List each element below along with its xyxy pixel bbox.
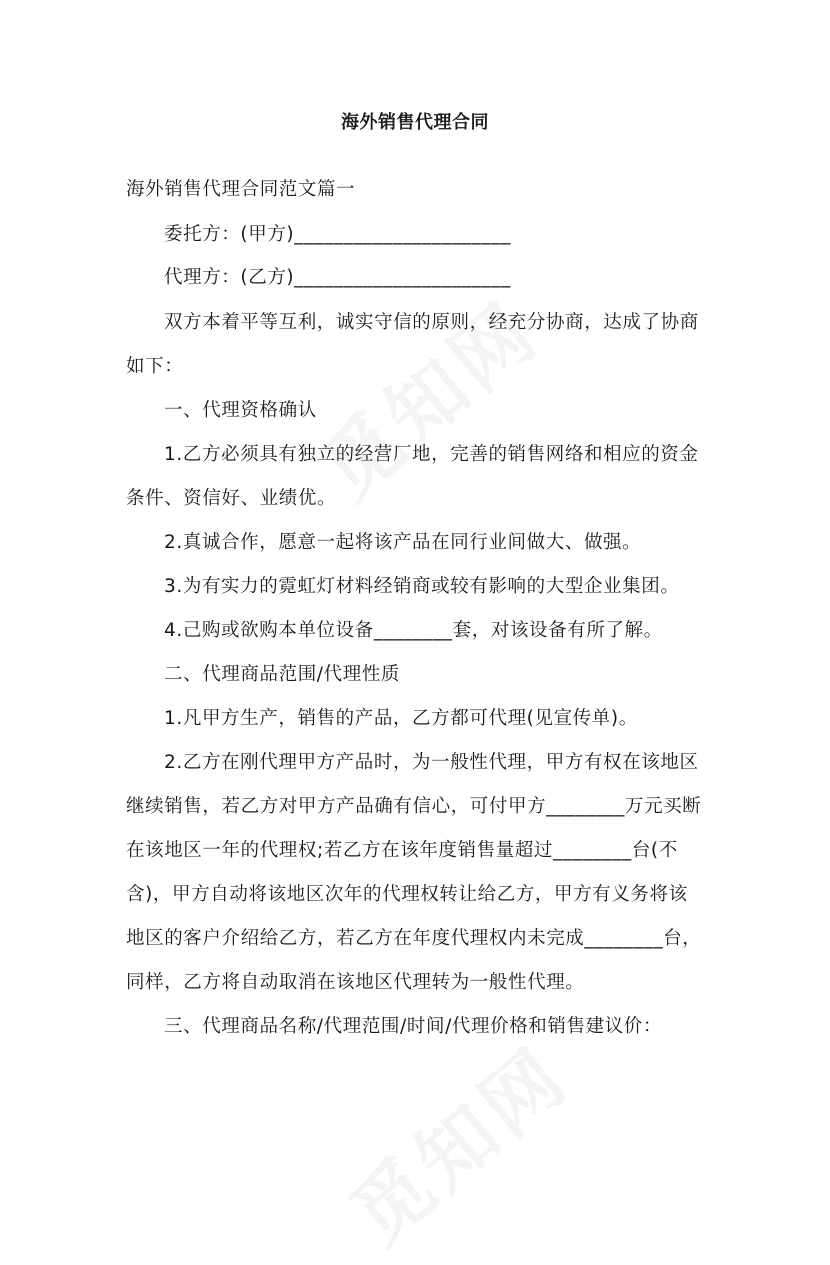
paragraph-line: 1.乙方必须具有独立的经营厂地，完善的销售网络和相应的资金 <box>164 444 699 465</box>
section-heading: 一、代理资格确认 <box>164 400 317 421</box>
paragraph-line: 继续销售，若乙方对甲方产品确有信心，可付甲方________万元买断 <box>126 796 702 817</box>
paragraph-line: 双方本着平等互利，诚实守信的原则，经充分协商，达成了协商 <box>164 312 699 333</box>
party-b-line: 代理方：(乙方)______________________ <box>164 267 511 288</box>
party-a-line: 委托方：(甲方)______________________ <box>164 224 511 245</box>
paragraph-line: 在该地区一年的代理权;若乙方在该年度销售量超过________台(不 <box>126 840 678 861</box>
document-title: 海外销售代理合同 <box>341 112 489 133</box>
paragraph-line: 如下： <box>126 356 184 377</box>
paragraph-line: 2.乙方在刚代理甲方产品时，为一般性代理，甲方有权在该地区 <box>164 752 699 773</box>
section-heading: 二、代理商品范围/代理性质 <box>164 664 401 685</box>
paragraph-line: 2.真诚合作，愿意一起将该产品在同行业间做大、做强。 <box>164 532 642 553</box>
section-heading: 三、代理商品名称/代理范围/时间/代理价格和销售建议价： <box>164 1016 663 1037</box>
paragraph-line: 含)，甲方自动将该地区次年的代理权转让给乙方，甲方有义务将该 <box>126 884 688 905</box>
subtitle: 海外销售代理合同范文篇一 <box>126 179 356 200</box>
paragraph-line: 4.己购或欲购本单位设备________套，对该设备有所了解。 <box>164 620 663 641</box>
paragraph-line: 条件、资信好、业绩优。 <box>126 488 337 509</box>
watermark <box>323 1017 588 1265</box>
paragraph-line: 3.为有实力的霓虹灯材料经销商或较有影响的大型企业集团。 <box>164 576 680 597</box>
paragraph-line: 同样，乙方将自动取消在该地区代理转为一般性代理。 <box>126 972 585 993</box>
paragraph-line: 地区的客户介绍给乙方，若乙方在年度代理权内未完成________台， <box>126 928 702 949</box>
paragraph-line: 1.凡甲方生产，销售的产品，乙方都可代理(见宣传单)。 <box>164 708 638 729</box>
